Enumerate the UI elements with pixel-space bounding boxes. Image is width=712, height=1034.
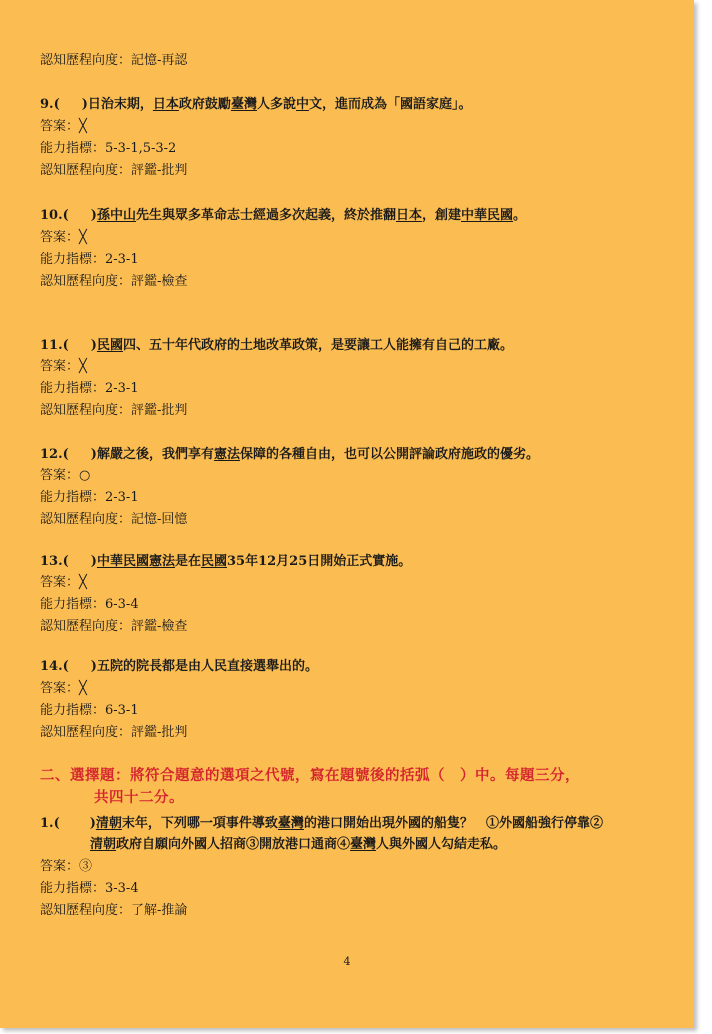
answer-13: 答案：╳ — [40, 575, 87, 590]
question-11: 11.( )民國四、五十年代政府的土地改革政策，是要讓工人能擁有自己的工廠。 — [40, 338, 513, 353]
answer-11: 答案：╳ — [40, 359, 87, 374]
answer-10: 答案：╳ — [40, 230, 87, 245]
ability-12: 能力指標：2-3-1 — [40, 490, 139, 505]
cog-level-12: 認知歷程向度：記憶-回憶 — [40, 512, 188, 527]
question-9: 9.( )日治末期，日本政府鼓勵臺灣人多說中文，進而成為「國語家庭」。 — [40, 97, 472, 112]
mc-question-1: 1.( )清朝末年，下列哪一項事件導致臺灣的港口開始出現外國的船隻？ ①外國船強行停靠② — [40, 816, 603, 831]
cog-level-top: 認知歷程向度：記憶-再認 — [40, 53, 188, 68]
question-13: 13.( )中華民國憲法是在民國35年12月25日開始正式實施。 — [40, 554, 412, 569]
answer-14: 答案：╳ — [40, 681, 87, 696]
cog-level-10: 認知歷程向度：評鑑-檢查 — [40, 274, 188, 289]
cog-level-9: 認知歷程向度：評鑑-批判 — [40, 163, 188, 178]
question-10: 10.( )孫中山先生與眾多革命志士經過多次起義，終於推翻日本，創建中華民國。 — [40, 208, 527, 223]
mc-ability-1: 能力指標：3-3-4 — [40, 881, 139, 896]
ability-13: 能力指標：6-3-4 — [40, 597, 139, 612]
ability-10: 能力指標：2-3-1 — [40, 252, 139, 267]
page-number: 4 — [343, 955, 351, 968]
ability-11: 能力指標：2-3-1 — [40, 381, 139, 396]
mc-cog-level-1: 認知歷程向度：了解-推論 — [40, 903, 188, 918]
ability-14: 能力指標：6-3-1 — [40, 703, 139, 718]
cog-level-14: 認知歷程向度：評鑑-批判 — [40, 725, 188, 740]
question-12: 12.( )解嚴之後，我們享有憲法保障的各種自由，也可以公開評論政府施政的優劣。 — [40, 447, 539, 462]
section-2-heading: 二、選擇題：將符合題意的選項之代號，寫在題號後的括弧（ ）中。每題三分， — [40, 767, 580, 784]
mc-answer-1: 答案：③ — [40, 859, 93, 874]
mc-question-1-cont: 清朝政府自願向外國人招商③開放港口通商④臺灣人與外國人勾結走私。 — [90, 837, 507, 852]
answer-12: 答案：○ — [40, 468, 91, 483]
cog-level-11: 認知歷程向度：評鑑-批判 — [40, 403, 188, 418]
ability-9: 能力指標：5-3-1,5-3-2 — [40, 141, 177, 156]
cog-level-13: 認知歷程向度：評鑑-檢查 — [40, 619, 188, 634]
section-2-heading-cont: 共四十二分。 — [94, 789, 184, 806]
question-14: 14.( )五院的院長都是由人民直接選舉出的。 — [40, 659, 318, 674]
answer-9: 答案：╳ — [40, 119, 87, 134]
